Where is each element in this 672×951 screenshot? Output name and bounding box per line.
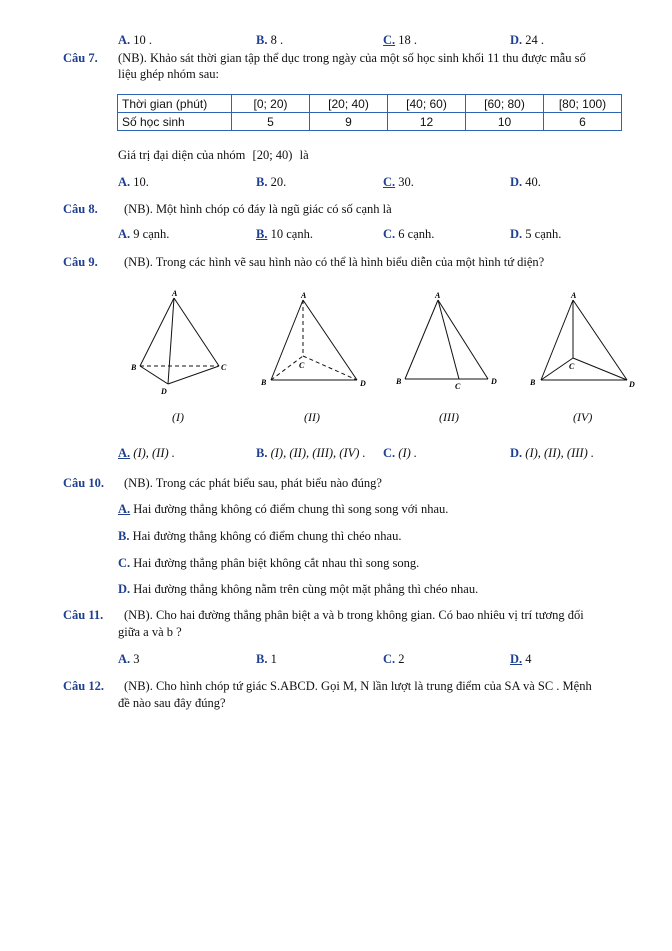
vertex-label: B	[261, 378, 267, 387]
vertex-label: A	[172, 289, 178, 298]
vertex-label: B	[530, 378, 536, 387]
q9-option-b: B. (I), (II), (III), (IV) .	[256, 446, 366, 460]
q11-option-b: B. 1	[256, 652, 277, 666]
edge-ab	[405, 300, 438, 379]
q11-number: Câu 11.	[63, 608, 104, 622]
edge-dc	[168, 366, 219, 384]
table-cell: 12	[388, 113, 466, 131]
q10-text: (NB). Trong các phát biểu sau, phát biểu nào đúng?	[124, 476, 382, 490]
q7-text-line1: (NB). Khảo sát thời gian tập thể dục trong ngày của một số học sinh khối 11 thu được mẫu số	[118, 51, 586, 65]
vertex-label: C	[455, 382, 461, 391]
vertex-label: C	[569, 362, 575, 371]
q11-text-line2: giữa a và b ?	[118, 625, 182, 639]
q6-option-b: B. 8 .	[256, 33, 284, 47]
q6-option-a: A. 10 .	[118, 33, 153, 47]
q11-option-d: D. 4	[510, 652, 532, 666]
vertex-label: A	[571, 291, 577, 300]
figure-caption: (I)	[172, 410, 184, 424]
q11-text-line1: (NB). Cho hai đường thẳng phân biệt a và b trong không gian. Có bao nhiêu vị trí tương đối	[124, 608, 584, 622]
edge-ad	[168, 298, 174, 384]
q12-number: Câu 12.	[63, 679, 104, 693]
q8-option-d: D. 5 cạnh.	[510, 227, 562, 241]
q9-text: (NB). Trong các hình vẽ sau hình nào có thể là hình biểu diễn của một hình tứ diện?	[124, 255, 545, 269]
table-header-cell: [20; 40)	[310, 95, 388, 113]
q10-option-a: A. Hai đường thẳng không có điểm chung thì song song với nhau.	[118, 502, 449, 516]
q12-text-line2: đề nào sau đây đúng?	[118, 696, 226, 710]
figure-caption: (IV)	[573, 410, 593, 424]
vertex-label: D	[491, 377, 497, 386]
figure-2-tetrahedron	[255, 288, 370, 400]
vertex-label: D	[360, 379, 366, 388]
q10-number: Câu 10.	[63, 476, 104, 490]
vertex-label: C	[221, 363, 227, 372]
q8-option-a: A. 9 cạnh.	[118, 227, 170, 241]
figure-caption: (II)	[304, 410, 320, 424]
q8-text: (NB). Một hình chóp có đáy là ngũ giác có số cạnh là	[124, 202, 392, 216]
q7-option-c: C. 30.	[383, 175, 414, 189]
q10-option-b: B. Hai đường thẳng không có điểm chung thì chéo nhau.	[118, 529, 402, 543]
q7-text-line2: liệu ghép nhóm sau:	[118, 67, 220, 81]
vertex-label: D	[161, 387, 167, 396]
q7-option-a: A. 10.	[118, 175, 149, 189]
edge-ad	[438, 300, 488, 379]
table-header-cell: [40; 60)	[388, 95, 466, 113]
edge-ac	[174, 298, 219, 366]
table-header-cell: [60; 80)	[466, 95, 544, 113]
table-cell: 10	[466, 113, 544, 131]
q9-option-d: D. (I), (II), (III) .	[510, 446, 594, 460]
edge-ab	[140, 298, 174, 366]
q9-option-a: A. (I), (II) .	[118, 446, 175, 460]
vertex-label: C	[299, 361, 305, 370]
table-header-cell: [0; 20)	[232, 95, 310, 113]
vertex-label: B	[396, 377, 402, 386]
vertex-label: A	[435, 291, 441, 300]
edge-ac	[438, 300, 459, 379]
q7-prompt: Giá trị đại diện của nhóm [20; 40) là	[118, 148, 309, 162]
vertex-label: B	[131, 363, 137, 372]
edge-cd	[573, 358, 627, 380]
q6-option-d: D. 24 .	[510, 33, 545, 47]
q11-option-a: A. 3	[118, 652, 140, 666]
q7-option-b: B. 20.	[256, 175, 287, 189]
vertex-label: D	[629, 380, 635, 389]
q11-option-c: C. 2	[383, 652, 405, 666]
q8-option-c: C. 6 cạnh.	[383, 227, 435, 241]
figure-3-tetrahedron	[393, 288, 508, 400]
edge-bd	[140, 366, 168, 384]
table-header-cell: Thời gian (phút)	[118, 95, 232, 113]
vertex-label: A	[301, 291, 307, 300]
q7-option-d: D. 40.	[510, 175, 541, 189]
q6-option-c: C. 18 .	[383, 33, 418, 47]
q9-option-c: C. (I) .	[383, 446, 418, 460]
figure-4-tetrahedron	[525, 288, 645, 400]
table-cell: 9	[310, 113, 388, 131]
table-row	[118, 95, 622, 113]
q7-number: Câu 7.	[63, 51, 98, 65]
table-row	[118, 113, 622, 131]
q12-text-line1: (NB). Cho hình chóp tứ giác S.ABCD. Gọi M, N lần lượt là trung điểm của SA và SC . Mệnh	[124, 679, 592, 693]
table-cell: 6	[544, 113, 622, 131]
table-cell: Số học sinh	[118, 113, 232, 131]
table-cell: 5	[232, 113, 310, 131]
edge-ad	[573, 300, 627, 380]
q9-number: Câu 9.	[63, 255, 98, 269]
q10-option-d: D. Hai đường thẳng không nằm trên cùng một mặt phẳng thì chéo nhau.	[118, 582, 479, 596]
q8-option-b: B. 10 cạnh.	[256, 227, 313, 241]
q10-option-c: C. Hai đường thẳng phân biệt không cắt nhau thì song song.	[118, 556, 420, 570]
table-header-cell: [80; 100)	[544, 95, 622, 113]
figure-caption: (III)	[439, 410, 459, 424]
q8-number: Câu 8.	[63, 202, 98, 216]
frequency-table	[117, 94, 622, 131]
figure-1-tetrahedron	[128, 288, 228, 400]
